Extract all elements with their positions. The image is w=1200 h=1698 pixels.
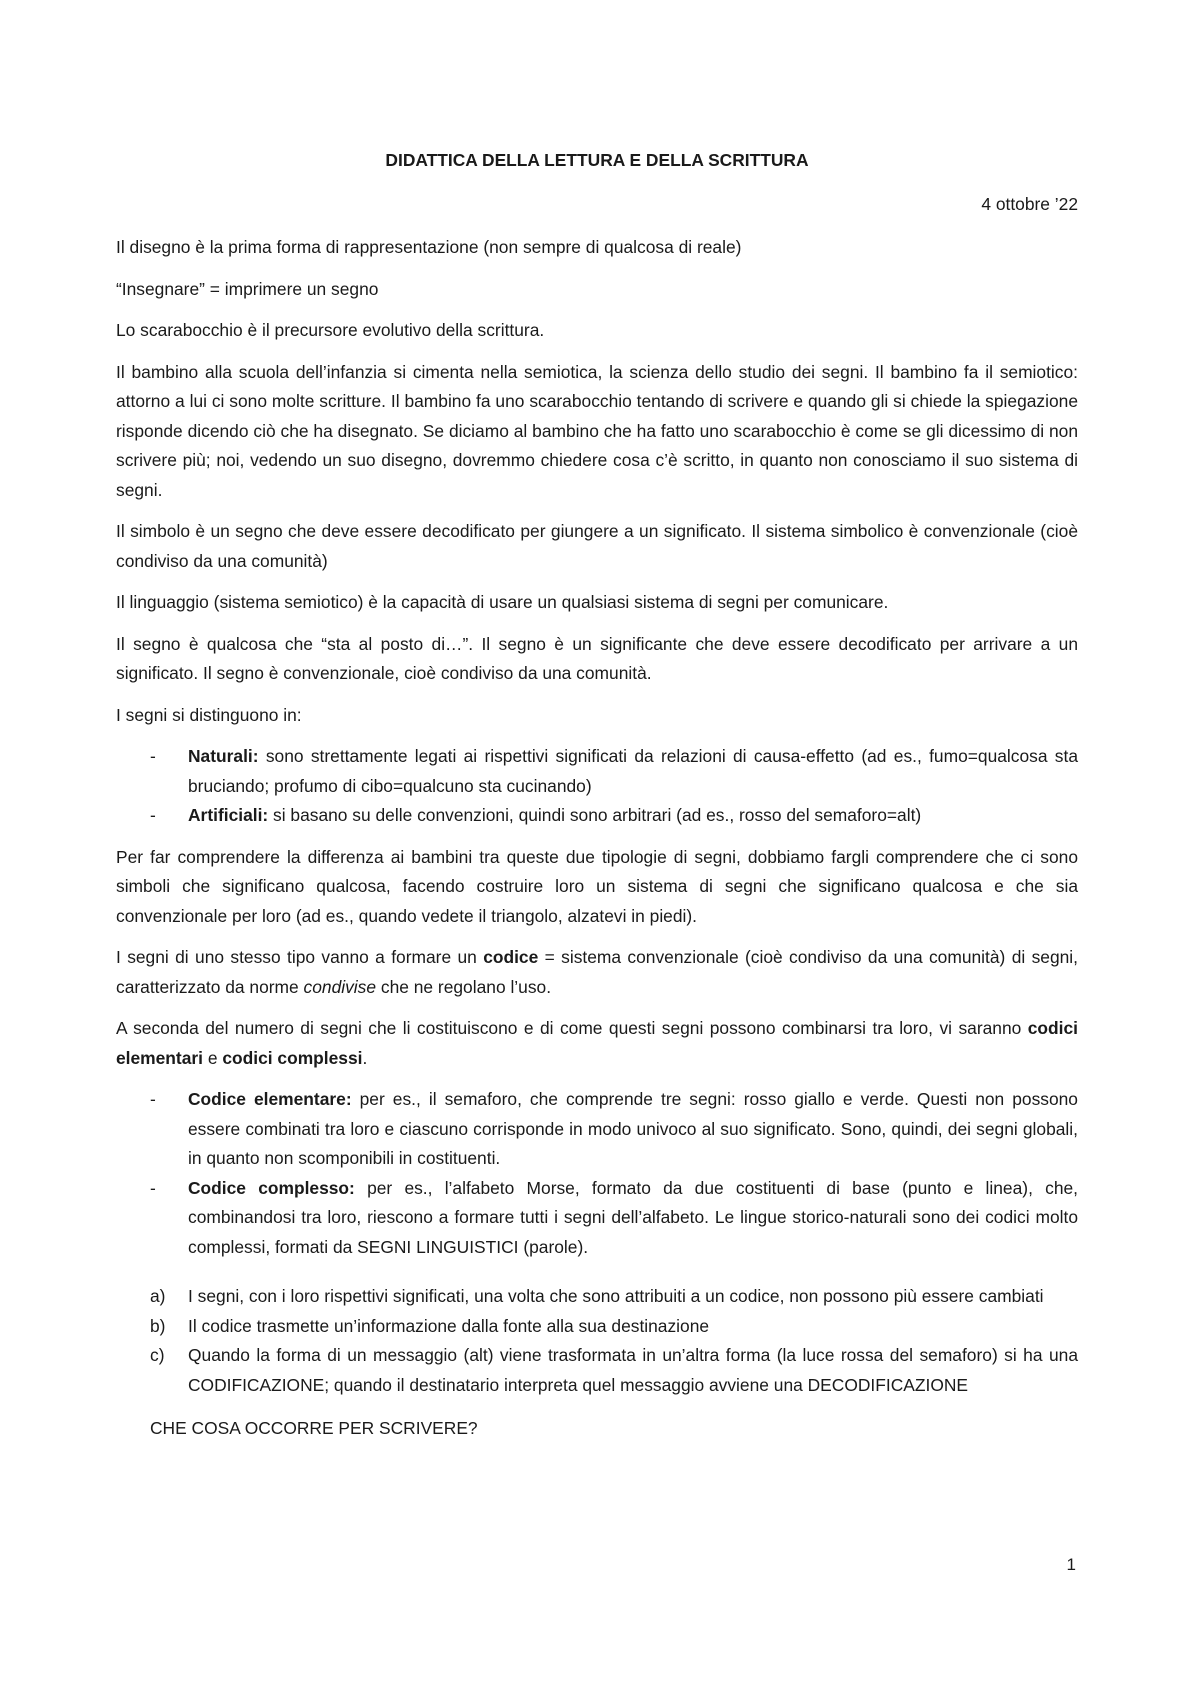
paragraph-scribble: Lo scarabocchio è il precursore evolutivo della scrittura. xyxy=(116,320,545,340)
list-item-text: Il codice trasmette un’informazione dalla fonte alla sua destinazione xyxy=(188,1315,710,1336)
list-item-label: Artificiali: xyxy=(188,805,269,825)
code-properties-list xyxy=(116,1282,1078,1400)
document-title: DIDATTICA DELLA LETTURA E DELLA SCRITTURA xyxy=(385,150,809,170)
code-types-list xyxy=(116,1085,1078,1262)
list-marker: - xyxy=(150,805,156,825)
bold-term: codice xyxy=(483,947,539,967)
sign-types-list xyxy=(116,742,1078,831)
paragraph-code-types xyxy=(116,1014,1078,1073)
paragraph-drawing: Il disegno è la prima forma di rappresentazione (non sempre di qualcosa di reale) xyxy=(116,237,742,257)
list-item-text: Quando la forma di un messaggio (alt) viene trasformata in un’altra forma (la luce rossa del semaforo) si ha una CODIFICAZIONE; quando il destinatario interpreta quel messaggio avviene una DECODIFICAZIONE xyxy=(188,1345,1078,1395)
list-item xyxy=(116,801,1078,831)
text-run: . xyxy=(362,1047,368,1068)
list-item-text: si basano su delle convenzioni, quindi sono arbitrari (ad es., rosso del semaforo=alt) xyxy=(268,805,922,825)
text-run: che ne regolano l’uso. xyxy=(376,976,552,997)
list-item xyxy=(116,1341,1078,1400)
list-item xyxy=(116,1085,1078,1174)
paragraph-semiotics: Il bambino alla scuola dell’infanzia si cimenta nella semiotica, la scienza dello studio dei segni. Il bambino fa il semiotico: attorno a lui ci sono molte scritture. Il bambino fa uno scarabocchio tentando di scrivere e quando gli si chiede la spiegazione risponde dicendo ciò che ha disegnato. Se diciamo al bambino che ha fatto uno scarabocchio è come se gli dicessimo di non scrivere più; noi, vedendo un suo disegno, dovremmo chiedere cosa c’è scritto, in quanto non conosciamo il suo sistema di segni. xyxy=(116,361,1078,500)
document-body xyxy=(116,146,1078,1444)
list-item-text: per es., l’alfabeto Morse, formato da due costituenti di base (punto e linea), che, combinandosi tra loro, riescono a formare tutti i segni dell’alfabeto. Le lingue storico-naturali sono dei codici molto complessi, formati da SEGNI LINGUISTICI (parole). xyxy=(188,1177,1078,1257)
list-item-label: Codice elementare: xyxy=(188,1089,352,1109)
paragraph-language: Il linguaggio (sistema semiotico) è la capacità di usare un qualsiasi sistema di segni per comunicare. xyxy=(116,592,889,612)
page-number: 1 xyxy=(1066,1555,1076,1574)
paragraph-symbol: Il simbolo è un segno che deve essere decodificato per giungere a un significato. Il sistema simbolico è convenzionale (cioè condiviso da una comunità) xyxy=(116,521,1078,571)
paragraph-insegnare: “Insegnare” = imprimere un segno xyxy=(116,278,379,299)
list-item xyxy=(116,742,1078,801)
list-marker: a) xyxy=(150,1286,166,1306)
paragraph-teaching: Per far comprendere la differenza ai bambini tra queste due tipologie di segni, dobbiamo fargli comprendere che ci sono simboli che significano qualcosa, facendo costruire loro un sistema di segni che significano qualcosa e che sia convenzionale per loro (ad es., quando vedete il triangolo, alzatevi in piedi). xyxy=(116,846,1078,926)
list-marker: - xyxy=(150,1089,156,1109)
list-item-text: sono strettamente legati ai rispettivi significati da relazioni di causa-effetto (ad es., fumo=qualcosa sta bruciando; profumo di cibo=qualcuno sta cucinando) xyxy=(188,746,1078,796)
text-run: = sistema convenzionale (cioè condiviso da una comunità) di segni, caratterizzato da norme xyxy=(116,947,1078,997)
list-item-text: per es., il semaforo, che comprende tre segni: rosso giallo e verde. Questi non possono essere combinati tra loro e ciascuno corrisponde in modo univoco al suo significato. Sono, quindi, dei segni globali, in quanto non scomponibili in costituenti. xyxy=(188,1089,1078,1168)
bold-term: codici elementari xyxy=(116,1018,1078,1068)
paragraph-sign-types-intro: I segni si distinguono in: xyxy=(116,704,302,725)
bold-term: codici complessi xyxy=(222,1047,363,1068)
list-marker: b) xyxy=(150,1315,166,1336)
text-run: I segni di uno stesso tipo vanno a formare un xyxy=(116,947,484,967)
list-item xyxy=(116,1282,1078,1312)
lesson-date: 4 ottobre ’22 xyxy=(981,193,1078,214)
list-item-label: Naturali: xyxy=(188,746,259,766)
list-marker: - xyxy=(150,746,156,766)
list-item xyxy=(116,1312,1078,1342)
list-item-label: Codice complesso: xyxy=(188,1177,355,1198)
list-marker: c) xyxy=(150,1345,165,1365)
text-run: e xyxy=(203,1047,223,1068)
paragraph-code xyxy=(116,943,1078,1002)
list-marker: - xyxy=(150,1177,156,1198)
paragraph-sign: Il segno è qualcosa che “sta al posto di…”. Il segno è un significante che deve essere decodificato per arrivare a un significato. Il segno è convenzionale, cioè condiviso da una comunità. xyxy=(116,633,1078,683)
list-item-text: I segni, con i loro rispettivi significati, una volta che sono attribuiti a un codice, non possono più essere cambiati xyxy=(188,1286,1044,1306)
italic-term: condivise xyxy=(303,976,377,997)
list-item xyxy=(116,1174,1078,1263)
text-run: A seconda del numero di segni che li costituiscono e di come questi segni possono combinarsi tra loro, vi saranno xyxy=(116,1018,1028,1038)
section-question: CHE COSA OCCORRE PER SCRIVERE? xyxy=(150,1418,478,1438)
